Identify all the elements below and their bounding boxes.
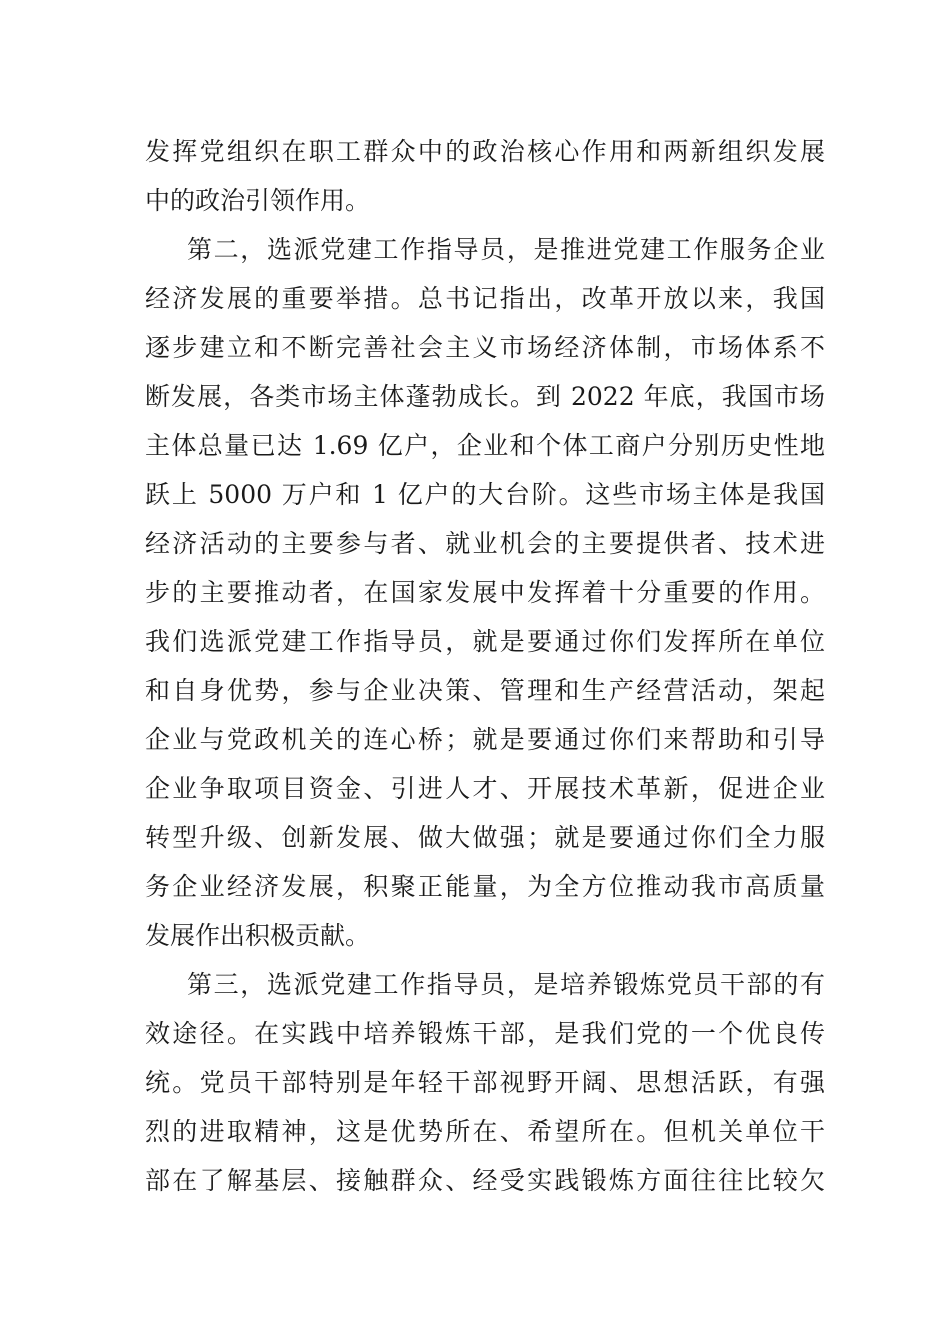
text-line: 企业争取项目资金、引进人才、开展技术革新，促进企业 [145,774,825,803]
text-line: 经济活动的主要参与者、就业机会的主要提供者、技术进 [145,529,825,558]
paragraph-start-line: 第二，选派党建工作指导员，是推进党建工作服务企业 [187,235,825,264]
text-line: 步的主要推动者，在国家发展中发挥着十分重要的作用。 [145,578,825,607]
text-line: 主体总量已达 1.69 亿户，企业和个体工商户分别历史性地 [145,431,825,460]
text-line: 中的政治引领作用。 [145,186,371,215]
body-text [145,127,825,1205]
paragraph-start-line: 第三，选派党建工作指导员，是培养锻炼党员干部的有 [187,970,825,999]
text-line: 烈的进取精神，这是优势所在、希望所在。但机关单位干 [145,1117,825,1146]
text-line: 效途径。在实践中培养锻炼干部，是我们党的一个优良传 [145,1019,825,1048]
text-line: 转型升级、创新发展、做大做强；就是要通过你们全力服 [145,823,825,852]
text-line: 统。党员干部特别是年轻干部视野开阔、思想活跃，有强 [145,1068,825,1097]
text-line: 我们选派党建工作指导员，就是要通过你们发挥所在单位 [145,627,825,656]
text-line: 逐步建立和不断完善社会主义市场经济体制，市场体系不 [145,333,825,362]
text-line: 和自身优势，参与企业决策、管理和生产经营活动，架起 [145,676,825,705]
text-line: 经济发展的重要举措。总书记指出，改革开放以来，我国 [145,284,825,313]
text-line: 部在了解基层、接触群众、经受实践锻炼方面往往比较欠 [145,1166,825,1195]
text-line: 跃上 5000 万户和 1 亿户的大台阶。这些市场主体是我国 [145,480,825,509]
text-line: 发展作出积极贡献。 [145,921,371,950]
text-line: 断发展，各类市场主体蓬勃成长。到 2022 年底，我国市场 [145,382,825,411]
text-line: 企业与党政机关的连心桥；就是要通过你们来帮助和引导 [145,725,825,754]
text-line: 务企业经济发展，积聚正能量，为全方位推动我市高质量 [145,872,825,901]
text-line: 发挥党组织在职工群众中的政治核心作用和两新组织发展 [145,137,825,166]
